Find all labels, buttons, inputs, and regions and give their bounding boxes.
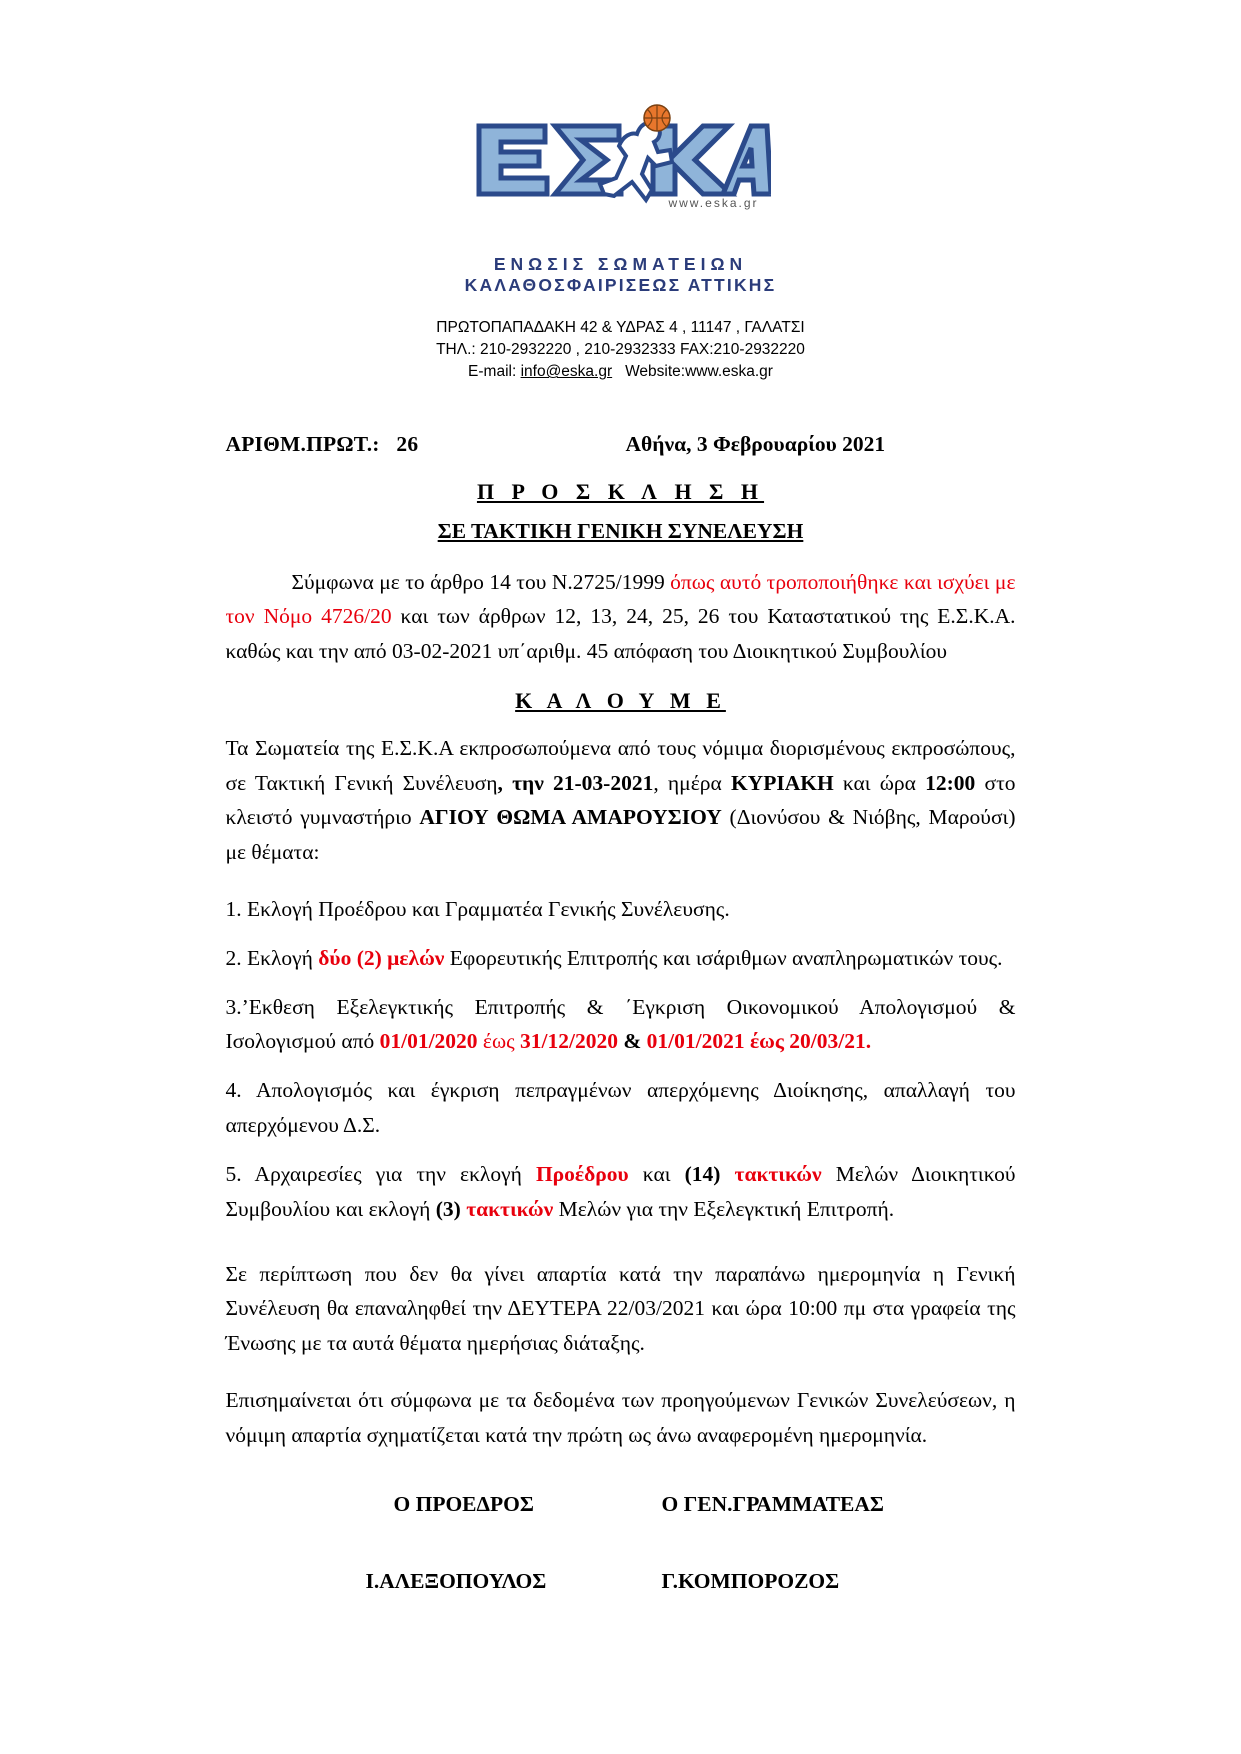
signature-block <box>226 1487 1016 1599</box>
meeting-day: ΚΥΡΙΑΚΗ <box>730 770 834 795</box>
document-body <box>226 383 1016 1598</box>
agenda-item-5-b: και <box>628 1161 685 1186</box>
agenda-item-5-count-14: (14) <box>684 1161 721 1186</box>
website-value: www.eska.gr <box>685 363 773 381</box>
agenda-item-5-count-3: (3) <box>435 1196 461 1221</box>
letterhead <box>0 0 1241 383</box>
body-text-b: , ημέρα <box>653 770 731 795</box>
agenda-item-2-b: Εφορευτικής Επιτροπής και ισάριθμων αναπληρωματικών τους. <box>444 945 1003 970</box>
meeting-time: 12:00 <box>925 770 976 795</box>
body-text-a: Τα Σωματεία της Ε.Σ.Κ.Α εκπροσωπούμενα από τους νόμιμα διορισμένους εκπροσώπους, σε Τακτική Γενική Συνέλευση <box>225 735 1016 795</box>
spacer-3 <box>226 1367 1016 1383</box>
agenda-item-1 <box>226 892 1016 927</box>
signature-titles-row <box>226 1487 1016 1522</box>
closing-paragraph-2-text: Επισημαίνεται ότι σύμφωνα με τα δεδομένα των προηγούμενων Γενικών Συνελεύσεων, η νόμιμη απαρτία σχηματίζεται κατά την πρώτη ως άνω αναφερομένη ημερομηνία. <box>225 1388 1016 1447</box>
email-label: E-mail: <box>468 363 517 381</box>
eska-logo <box>471 104 771 254</box>
protocol-row <box>226 427 1016 462</box>
address-line: ΠΡΩΤΟΠΑΠΑΔΑΚΗ 42 & ΥΔΡΑΣ 4 , 11147 , ΓΑΛΑΤΣΙ <box>436 319 805 337</box>
body-text-c: και ώρα <box>833 770 926 795</box>
agenda-item-3-date-to-1: 31/12/2020 <box>520 1029 618 1054</box>
intro-text-b: και των άρθρων 12, 13, 24, 25, 26 του Καταστατικού της Ε.Σ.Κ.Α. καθώς και την από 03-02-2021 υπ΄αριθμ. 45 απόφαση του Διοικητικού Συμβουλίου <box>225 604 1016 664</box>
spacer <box>226 876 1016 892</box>
closing-paragraph-1-text: Σε περίπτωση που δεν θα γίνει απαρτία κατά την παραπάνω ημερομηνία η Γενική Συνέλευση θα επαναληφθεί την ΔΕΥΤΕΡΑ 22/03/2021 και ώρα 10:00 πμ στα γραφεία της Ένωσης με τα αυτά θέματα ημερήσιας διάταξης. <box>225 1261 1016 1356</box>
agenda-item-4-text: 4. Απολογισμός και έγκριση πεπραγμένων απερχόμενης Διοίκησης, απαλλαγή του απερχόμενου Δ.Σ. <box>225 1078 1016 1138</box>
page-title: Π Ρ Ο Σ Κ Λ Η Σ Η <box>476 479 765 505</box>
body-text-e: (Διονύσου & Νιόβης, Μαρούσι) με θέματα: <box>225 805 1016 865</box>
protocol-number: 26 <box>396 432 419 457</box>
protocol-label: ΑΡΙΘΜ.ΠΡΩΤ.: <box>225 432 380 457</box>
agenda-item-2-a: 2. Εκλογή <box>225 945 319 970</box>
intro-text-red: όπως αυτό τροποποιήθηκε και ισχύει με τον Νόμο 4726/20 <box>225 569 1016 629</box>
intro-paragraph <box>226 565 1016 669</box>
org-name-line-2: ΚΑΛΑΘΟΣΦΑΙΡΙΣΕΩΣ ΑΤΤΙΚΗΣ <box>464 274 777 295</box>
closing-paragraph-1 <box>226 1257 1016 1361</box>
meeting-venue: ΑΓΙΟΥ ΘΩΜΑ ΑΜΑΡΟΥΣΙΟΥ <box>419 805 722 830</box>
agenda-item-5-regular-1: τακτικών <box>720 1161 822 1186</box>
agenda-item-3 <box>226 990 1016 1060</box>
body-text-d: στο κλειστό γυμναστήριο <box>225 770 1016 830</box>
agenda-item-5-regular-2: τακτικών <box>460 1196 554 1221</box>
phone-line: ΤΗΛ.: 210-2932220 , 210-2932333 FAX:210-2932220 <box>436 341 805 359</box>
agenda-item-3-range-2: 01/01/2021 έως 20/03/21. <box>646 1029 872 1054</box>
signature-names-row <box>226 1564 1016 1599</box>
agenda-item-2 <box>226 941 1016 976</box>
agenda-item-5-d: Μελών για την Εξελεγκτική Επιτροπή. <box>553 1196 895 1221</box>
body-comma-1: , την <box>497 770 554 795</box>
body-paragraph <box>226 731 1016 870</box>
meeting-date: 21-03-2021 <box>553 770 654 795</box>
agenda-item-4 <box>226 1073 1016 1143</box>
signature-title-president: Ο ΠΡΟΕΔΡΟΣ <box>393 1491 534 1516</box>
agenda-item-5-president: Προέδρου <box>535 1161 629 1186</box>
page-subtitle: ΣΕ ΤΑΚΤΙΚΗ ΓΕΝΙΚΗ ΣΥΝΕΛΕΥΣΗ <box>437 518 804 543</box>
signature-title-secretary: Ο ΓΕΝ.ΓΡΑΜΜΑΤΕΑΣ <box>661 1491 884 1516</box>
logo-url-text: www.eska.gr <box>668 196 759 210</box>
agenda-item-5 <box>226 1157 1016 1227</box>
place-date: Αθήνα, 3 Φεβρουαρίου 2021 <box>625 432 886 457</box>
intro-text-a: Σύμφωνα με το άρθρο 14 του Ν.2725/1999 <box>291 569 671 594</box>
closing-paragraph-2 <box>226 1383 1016 1453</box>
agenda-item-2-highlight: δύο (2) μελών <box>318 945 445 970</box>
signature-name-president: Ι.ΑΛΕΞΟΠΟΥΛΟΣ <box>365 1568 547 1593</box>
website-label: Website: <box>625 363 686 381</box>
spacer-2 <box>226 1241 1016 1257</box>
email-website-line <box>0 361 1241 383</box>
agenda-item-3-a: 3.’Εκθεση Εξελεγκτικής Επιτροπής & ΄Εγκριση Οικονομικού Απολογισμού & Ισολογισμού από <box>225 994 1016 1054</box>
call-heading: Κ Α Λ Ο Υ Μ Ε <box>515 688 726 714</box>
org-name-line-1: ΕΝΩΣΙΣ ΣΩΜΑΤΕΙΩΝ <box>493 254 748 274</box>
protocol-number-block <box>226 427 626 462</box>
agenda-item-1-text: 1. Εκλογή Προέδρου και Γραμματέα Γενικής Συνέλευσης. <box>225 896 730 921</box>
signature-name-secretary: Γ.ΚΟΜΠΟΡΟΖΟΣ <box>661 1568 840 1593</box>
contact-block <box>0 317 1241 383</box>
agenda-item-5-a: 5. Αρχαιρεσίες για την εκλογή <box>225 1161 536 1186</box>
agenda-item-3-date-from-1: 01/01/2020 <box>379 1029 478 1054</box>
agenda-item-5-c: Μελών Διοικητικού Συμβουλίου και εκλογή <box>225 1161 1016 1221</box>
email-link[interactable]: info@eska.gr <box>520 363 613 381</box>
agenda-item-3-eos-1: έως <box>477 1029 520 1054</box>
agenda-item-3-amp: & <box>617 1029 647 1054</box>
